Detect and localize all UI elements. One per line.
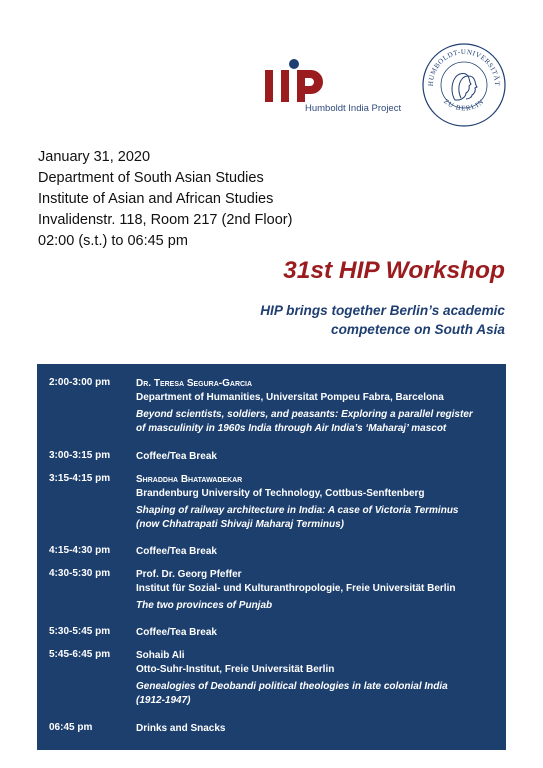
schedule-time: 5:45-6:45 pm <box>49 649 111 660</box>
event-time: 02:00 (s.t.) to 06:45 pm <box>38 233 188 249</box>
workshop-title: 31st HIP Workshop <box>283 257 505 284</box>
speaker-name: Dr. Teresa Segura-Garcia <box>136 378 253 389</box>
talk-title-line-2: (1912-1947) <box>136 695 191 706</box>
speaker-affiliation: Institut für Sozial- und Kulturanthropologie, Freie Universität Berlin <box>136 583 456 594</box>
svg-text:HUMBOLDT-UNIVERSITÄT: HUMBOLDT-UNIVERSITÄT <box>426 47 502 87</box>
talk-title-line-2: of masculinity in 1960s India through Air India’s ‘Maharaj’ mascot <box>136 423 447 434</box>
schedule-time: 4:30-5:30 pm <box>49 568 111 579</box>
schedule-panel <box>37 364 506 750</box>
subtitle-line-1: HIP brings together Berlin’s academic <box>260 303 505 318</box>
subtitle-line-2: competence on South Asia <box>331 322 505 337</box>
schedule-time: 4:15-4:30 pm <box>49 545 111 556</box>
speaker-affiliation: Otto-Suhr-Institut, Freie Universität Berlin <box>136 664 335 675</box>
svg-text:ZU BERLIN: ZU BERLIN <box>442 97 486 113</box>
talk-title-line-1: Shaping of railway architecture in India: A case of Victoria Terminus <box>136 505 459 516</box>
schedule-time: 3:00-3:15 pm <box>49 450 111 461</box>
event-institute: Institute of Asian and African Studies <box>38 191 274 207</box>
hip-logo <box>263 58 413 118</box>
talk-title-line-1: The two provinces of Punjab <box>136 600 273 611</box>
talk-title-line-1: Genealogies of Deobandi political theologies in late colonial India <box>136 681 448 692</box>
speaker-name: Sohaib Ali <box>136 650 185 661</box>
break-label: Coffee/Tea Break <box>136 451 217 462</box>
schedule-time: 3:15-4:15 pm <box>49 473 111 484</box>
event-department: Department of South Asian Studies <box>38 170 264 186</box>
speaker-affiliation: Department of Humanities, Universitat Pompeu Fabra, Barcelona <box>136 392 444 403</box>
break-label: Coffee/Tea Break <box>136 546 217 557</box>
schedule-time: 2:00-3:00 pm <box>49 377 111 388</box>
hip-logo-mark <box>263 58 329 104</box>
event-address: Invalidenstr. 118, Room 217 (2nd Floor) <box>38 212 293 228</box>
schedule-time: 06:45 pm <box>49 722 93 733</box>
speaker-name: Prof. Dr. Georg Pfeffer <box>136 569 242 580</box>
break-label: Coffee/Tea Break <box>136 627 217 638</box>
talk-title-line-1: Beyond scientists, soldiers, and peasants: Exploring a parallel register <box>136 409 473 420</box>
talk-title-line-2: (now Chhatrapati Shivaji Maharaj Terminus) <box>136 519 344 530</box>
event-date: January 31, 2020 <box>38 149 151 165</box>
speaker-name: Shraddha Bhatawadekar <box>136 474 243 485</box>
schedule-time: 5:30-5:45 pm <box>49 626 111 637</box>
humboldt-university-seal <box>421 42 507 128</box>
closing-label: Drinks and Snacks <box>136 723 226 734</box>
hip-logo-caption: Humboldt India Project <box>305 103 402 114</box>
event-info <box>38 147 338 252</box>
workshop-subtitle <box>205 301 505 339</box>
speaker-affiliation: Brandenburg University of Technology, Cottbus-Senftenberg <box>136 488 425 499</box>
